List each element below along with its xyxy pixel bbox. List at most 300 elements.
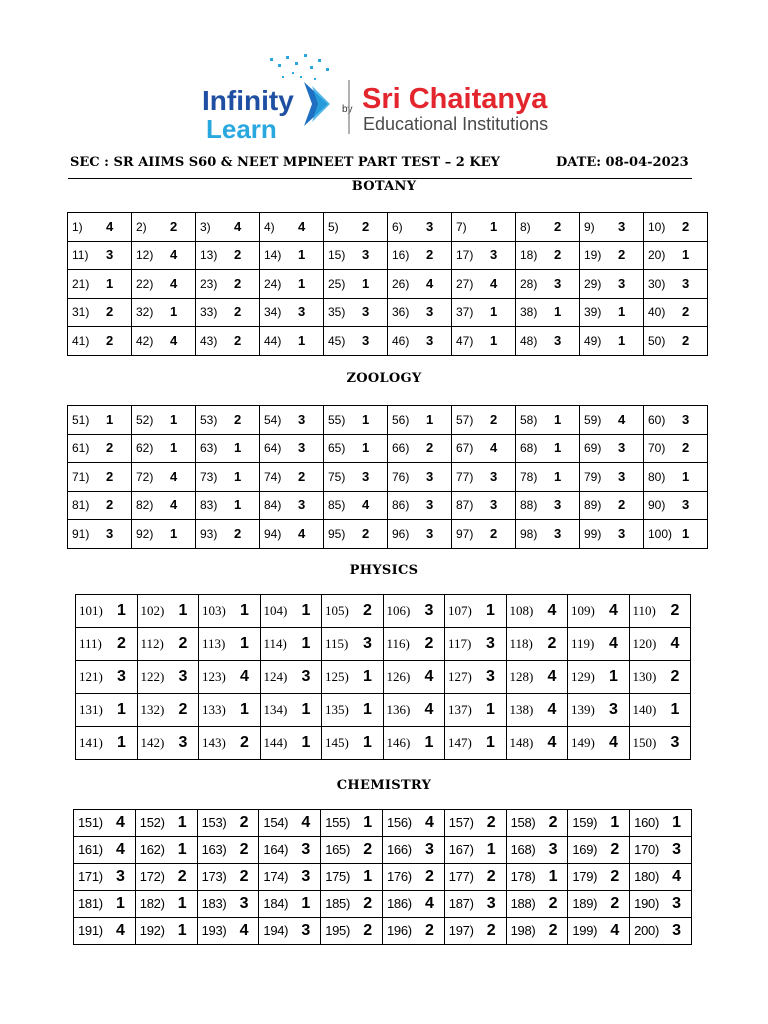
question-number: 136) — [386, 702, 411, 717]
table-row — [74, 810, 692, 837]
answer-option: 2 — [362, 218, 370, 234]
answer-option: 3 — [672, 895, 682, 912]
answer-cell — [506, 891, 568, 918]
question-number: 79) — [584, 469, 602, 484]
question-number: 122) — [140, 669, 165, 684]
question-number: 134) — [263, 702, 288, 717]
answer-option: 3 — [618, 440, 626, 456]
answer-cell — [644, 270, 708, 299]
answer-option: 3 — [362, 304, 370, 320]
answer-cell — [76, 727, 138, 760]
answer-cell — [260, 595, 322, 628]
answer-cell — [516, 520, 580, 549]
question-number: 192) — [139, 923, 165, 938]
question-number: 164) — [263, 842, 289, 857]
answer-cell — [568, 694, 630, 727]
answer-option: 1 — [106, 411, 114, 427]
answer-option: 2 — [554, 218, 562, 234]
answer-option: 2 — [363, 895, 373, 912]
answer-option: 2 — [670, 668, 680, 685]
answer-cell — [506, 694, 568, 727]
answer-option: 4 — [298, 218, 306, 234]
answer-option: 3 — [116, 868, 125, 885]
answer-cell — [260, 661, 322, 694]
answer-cell — [568, 628, 630, 661]
question-number: 35) — [328, 305, 346, 320]
question-number: 187) — [448, 896, 474, 911]
answer-option: 1 — [672, 814, 682, 831]
answer-option: 1 — [609, 668, 618, 685]
answer-cell — [644, 327, 708, 356]
answer-cell — [383, 694, 445, 727]
answer-option: 1 — [240, 602, 249, 619]
answer-option: 4 — [234, 218, 242, 234]
section-title-physics: PHYSICS — [349, 563, 419, 578]
answer-option: 3 — [672, 922, 682, 939]
question-number: 169) — [572, 842, 598, 857]
question-number: 92) — [136, 526, 154, 541]
question-number: 106) — [386, 603, 411, 618]
answer-cell — [516, 241, 580, 270]
question-number: 27) — [456, 276, 474, 291]
answer-option: 3 — [672, 841, 682, 858]
question-number: 129) — [571, 669, 595, 684]
question-number: 38) — [520, 305, 538, 320]
question-number: 72) — [136, 469, 154, 484]
answer-cell — [629, 661, 691, 694]
answer-cell — [196, 213, 260, 242]
answer-cell — [322, 694, 384, 727]
header-section: SEC : SR AIIMS S60 & NEET MPL — [70, 155, 317, 170]
question-number: 195) — [325, 923, 351, 938]
answer-cell — [444, 864, 506, 891]
answer-cell — [259, 891, 321, 918]
answer-option: 3 — [486, 635, 495, 652]
answer-option: 1 — [117, 701, 126, 718]
answer-option: 2 — [178, 635, 188, 652]
answer-option: 1 — [298, 247, 306, 263]
answer-option: 4 — [426, 275, 434, 291]
question-number: 100) — [648, 526, 673, 541]
answer-cell — [199, 727, 261, 760]
answer-option: 1 — [610, 814, 620, 831]
answer-cell — [568, 918, 630, 945]
answer-option: 1 — [682, 468, 690, 484]
question-number: 152) — [139, 815, 165, 830]
answer-cell — [135, 891, 197, 918]
question-number: 110) — [632, 603, 656, 618]
answer-cell — [382, 918, 444, 945]
question-number: 111) — [79, 636, 102, 651]
question-number: 118) — [509, 636, 533, 651]
answer-option: 4 — [490, 440, 498, 456]
question-number: 25) — [328, 276, 346, 291]
answer-option: 1 — [486, 701, 495, 718]
question-number: 36) — [392, 305, 410, 320]
question-number: 138) — [509, 702, 534, 717]
answer-option: 1 — [117, 734, 126, 751]
question-number: 46) — [392, 333, 410, 348]
question-number: 156) — [386, 815, 412, 830]
question-number: 37) — [456, 305, 474, 320]
question-number: 142) — [140, 735, 165, 750]
answer-cell — [644, 298, 708, 327]
question-number: 26) — [392, 276, 410, 291]
answer-option: 1 — [362, 440, 370, 456]
answer-cell — [383, 595, 445, 628]
answer-option: 1 — [682, 525, 690, 541]
question-number: 173) — [201, 869, 227, 884]
answer-cell — [388, 241, 452, 270]
section-title-botany: BOTANY — [351, 179, 417, 194]
question-number: 10) — [648, 219, 666, 234]
answer-option: 2 — [363, 602, 372, 619]
question-number: 68) — [520, 441, 538, 456]
answer-option: 1 — [682, 247, 690, 263]
answer-option: 4 — [170, 468, 178, 484]
answer-option: 2 — [239, 841, 249, 858]
question-number: 125) — [325, 669, 349, 684]
answer-option: 2 — [117, 635, 126, 652]
answer-cell — [196, 434, 260, 463]
answer-option: 3 — [682, 275, 690, 291]
answer-option: 3 — [178, 734, 188, 751]
answer-cell — [630, 864, 692, 891]
answer-option: 2 — [554, 247, 562, 263]
answer-option: 4 — [618, 411, 626, 427]
answer-option: 2 — [610, 841, 620, 858]
answer-option: 3 — [490, 247, 498, 263]
question-number: 52) — [136, 412, 154, 427]
question-number: 83) — [200, 498, 218, 513]
answer-option: 1 — [670, 701, 680, 718]
table-row — [76, 628, 691, 661]
answer-cell — [199, 628, 261, 661]
answer-cell — [452, 327, 516, 356]
question-number: 91) — [72, 526, 90, 541]
answer-cell — [568, 727, 630, 760]
question-number: 132) — [140, 702, 165, 717]
answer-cell — [516, 463, 580, 492]
answer-option: 1 — [490, 218, 498, 234]
question-number: 175) — [325, 869, 351, 884]
answer-option: 1 — [177, 841, 187, 858]
question-number: 162) — [139, 842, 165, 857]
question-number: 102) — [140, 603, 165, 618]
answer-option: 2 — [682, 218, 690, 234]
question-number: 43) — [200, 333, 218, 348]
answer-option: 2 — [362, 525, 370, 541]
answer-cell — [76, 694, 138, 727]
question-number: 178) — [510, 869, 536, 884]
question-number: 170) — [634, 842, 659, 857]
answer-option: 4 — [547, 701, 557, 718]
question-number: 99) — [584, 526, 602, 541]
answer-option: 3 — [362, 247, 370, 263]
answer-cell — [199, 661, 261, 694]
question-number: 165) — [325, 842, 351, 857]
answer-option: 1 — [362, 275, 370, 291]
question-number: 32) — [136, 305, 154, 320]
question-number: 73) — [200, 469, 218, 484]
answer-option: 1 — [301, 635, 311, 652]
question-number: 113) — [202, 636, 226, 651]
answer-option: 2 — [106, 497, 114, 513]
answer-option: 3 — [554, 275, 562, 291]
question-number: 126) — [386, 669, 411, 684]
answer-cell — [388, 491, 452, 520]
question-number: 39) — [584, 305, 602, 320]
answer-option: 2 — [234, 411, 242, 427]
question-number: 177) — [448, 869, 474, 884]
table-row — [76, 595, 691, 628]
answer-option: 1 — [234, 468, 242, 484]
answer-cell — [68, 463, 132, 492]
answer-option: 2 — [363, 922, 373, 939]
answer-option: 3 — [490, 497, 498, 513]
answer-cell — [132, 406, 196, 435]
answer-option: 4 — [424, 895, 434, 912]
answer-cell — [568, 595, 630, 628]
answer-cell — [135, 837, 197, 864]
answer-cell — [196, 327, 260, 356]
question-number: 105) — [325, 603, 349, 618]
answer-cell — [260, 298, 324, 327]
answer-cell — [132, 298, 196, 327]
question-number: 150) — [632, 735, 657, 750]
question-number: 144) — [263, 735, 288, 750]
answer-cell — [324, 270, 388, 299]
answer-option: 2 — [298, 468, 306, 484]
answer-option: 4 — [170, 247, 178, 263]
question-number: 188) — [510, 896, 536, 911]
table-row — [68, 520, 708, 549]
question-number: 16) — [392, 248, 410, 263]
question-number: 158) — [510, 815, 536, 830]
answer-option: 3 — [298, 440, 306, 456]
answer-cell — [76, 661, 138, 694]
answer-option: 2 — [486, 814, 496, 831]
question-number: 117) — [448, 636, 472, 651]
answer-option: 1 — [554, 468, 562, 484]
answer-option: 3 — [301, 922, 311, 939]
answer-cell — [444, 891, 506, 918]
answer-option: 2 — [106, 304, 114, 320]
question-number: 200) — [634, 923, 659, 938]
question-number: 145) — [325, 735, 349, 750]
answer-cell — [629, 694, 691, 727]
question-number: 64) — [264, 441, 282, 456]
logo-brand-sub-text: Educational Institutions — [363, 114, 549, 134]
answer-cell — [132, 434, 196, 463]
question-number: 51) — [72, 412, 90, 427]
question-number: 97) — [456, 526, 474, 541]
answer-cell — [259, 810, 321, 837]
answer-option: 1 — [298, 275, 306, 291]
question-number: 123) — [202, 669, 226, 684]
answer-option: 1 — [363, 701, 372, 718]
question-number: 124) — [263, 669, 288, 684]
question-number: 84) — [264, 498, 282, 513]
question-number: 101) — [79, 603, 103, 618]
answer-option: 1 — [554, 411, 562, 427]
answer-cell — [68, 241, 132, 270]
answer-cell — [580, 463, 644, 492]
answer-option: 1 — [301, 602, 311, 619]
answer-option: 4 — [670, 635, 680, 652]
table-row — [74, 891, 692, 918]
question-number: 59) — [584, 412, 602, 427]
answer-option: 3 — [426, 218, 434, 234]
answer-option: 3 — [301, 868, 311, 885]
question-number: 171) — [78, 869, 103, 884]
physics-answer-table — [75, 594, 691, 760]
question-number: 65) — [328, 441, 346, 456]
question-number: 140) — [632, 702, 657, 717]
table-row — [76, 661, 691, 694]
header-date: DATE: 08-04-2023 — [556, 155, 689, 170]
answer-cell — [196, 270, 260, 299]
answer-cell — [137, 694, 199, 727]
answer-cell — [516, 491, 580, 520]
answer-cell — [444, 918, 506, 945]
answer-cell — [452, 520, 516, 549]
question-number: 42) — [136, 333, 154, 348]
answer-cell — [68, 491, 132, 520]
question-number: 159) — [572, 815, 598, 830]
question-number: 139) — [571, 702, 595, 717]
answer-cell — [260, 434, 324, 463]
answer-cell — [196, 491, 260, 520]
answer-option: 4 — [672, 868, 682, 885]
question-number: 89) — [584, 498, 602, 513]
answer-cell — [135, 918, 197, 945]
answer-option: 2 — [239, 814, 249, 831]
answer-cell — [388, 434, 452, 463]
answer-option: 3 — [117, 668, 126, 685]
question-number: 74) — [264, 469, 282, 484]
answer-option: 2 — [234, 247, 242, 263]
answer-option: 1 — [178, 602, 188, 619]
answer-cell — [259, 837, 321, 864]
answer-cell — [388, 520, 452, 549]
question-number: 15) — [328, 248, 346, 263]
question-number: 34) — [264, 305, 282, 320]
answer-cell — [629, 727, 691, 760]
answer-option: 3 — [239, 895, 249, 912]
answer-cell — [324, 241, 388, 270]
table-row — [68, 327, 708, 356]
question-number: 179) — [572, 869, 598, 884]
question-number: 157) — [448, 815, 474, 830]
question-number: 148) — [509, 735, 534, 750]
question-number: 69) — [584, 441, 602, 456]
question-number: 116) — [386, 636, 410, 651]
answer-cell — [383, 661, 445, 694]
answer-cell — [196, 406, 260, 435]
table-row — [76, 694, 691, 727]
question-number: 45) — [328, 333, 346, 348]
question-number: 50) — [648, 333, 666, 348]
answer-option: 2 — [177, 868, 187, 885]
answer-option: 4 — [424, 668, 434, 685]
answer-option: 1 — [554, 304, 562, 320]
question-number: 56) — [392, 412, 410, 427]
answer-option: 4 — [116, 922, 125, 939]
answer-cell — [388, 298, 452, 327]
answer-cell — [68, 520, 132, 549]
answer-option: 1 — [554, 440, 562, 456]
answer-cell — [382, 810, 444, 837]
answer-option: 1 — [298, 332, 306, 348]
answer-option: 1 — [486, 602, 495, 619]
answer-option: 2 — [178, 701, 188, 718]
question-number: 3) — [200, 219, 211, 234]
question-number: 120) — [632, 636, 657, 651]
answer-cell — [324, 520, 388, 549]
answer-cell — [324, 406, 388, 435]
answer-option: 3 — [426, 304, 434, 320]
answer-cell — [321, 810, 383, 837]
question-number: 182) — [139, 896, 165, 911]
answer-option: 3 — [426, 497, 434, 513]
question-number: 191) — [78, 923, 103, 938]
question-number: 77) — [456, 469, 474, 484]
answer-option: 3 — [301, 841, 311, 858]
answer-option: 4 — [609, 734, 618, 751]
answer-option: 1 — [490, 304, 498, 320]
logo-by-text: by — [342, 104, 353, 115]
answer-cell — [74, 918, 136, 945]
answer-option: 1 — [424, 734, 434, 751]
answer-option: 4 — [170, 332, 178, 348]
question-number: 103) — [202, 603, 226, 618]
table-row — [74, 918, 692, 945]
answer-option: 1 — [486, 734, 495, 751]
answer-cell — [321, 837, 383, 864]
answer-cell — [445, 694, 507, 727]
answer-option: 4 — [116, 841, 125, 858]
question-number: 90) — [648, 498, 666, 513]
answer-cell — [260, 213, 324, 242]
answer-cell — [74, 891, 136, 918]
answer-cell — [630, 918, 692, 945]
answer-option: 2 — [170, 218, 178, 234]
answer-option: 2 — [618, 497, 626, 513]
question-number: 161) — [78, 842, 103, 857]
answer-cell — [260, 491, 324, 520]
answer-cell — [197, 918, 259, 945]
answer-cell — [196, 298, 260, 327]
answer-cell — [76, 595, 138, 628]
question-number: 17) — [456, 248, 474, 263]
question-number: 135) — [325, 702, 349, 717]
answer-option: 2 — [610, 868, 620, 885]
question-number: 146) — [386, 735, 411, 750]
question-number: 127) — [448, 669, 472, 684]
question-number: 149) — [571, 735, 595, 750]
question-number: 30) — [648, 276, 666, 291]
question-number: 18) — [520, 248, 538, 263]
answer-cell — [197, 891, 259, 918]
answer-cell — [580, 298, 644, 327]
answer-cell — [132, 463, 196, 492]
answer-option: 1 — [362, 411, 370, 427]
answer-option: 1 — [170, 440, 178, 456]
answer-option: 3 — [670, 734, 680, 751]
zoology-answer-table — [67, 405, 708, 549]
question-number: 24) — [264, 276, 282, 291]
